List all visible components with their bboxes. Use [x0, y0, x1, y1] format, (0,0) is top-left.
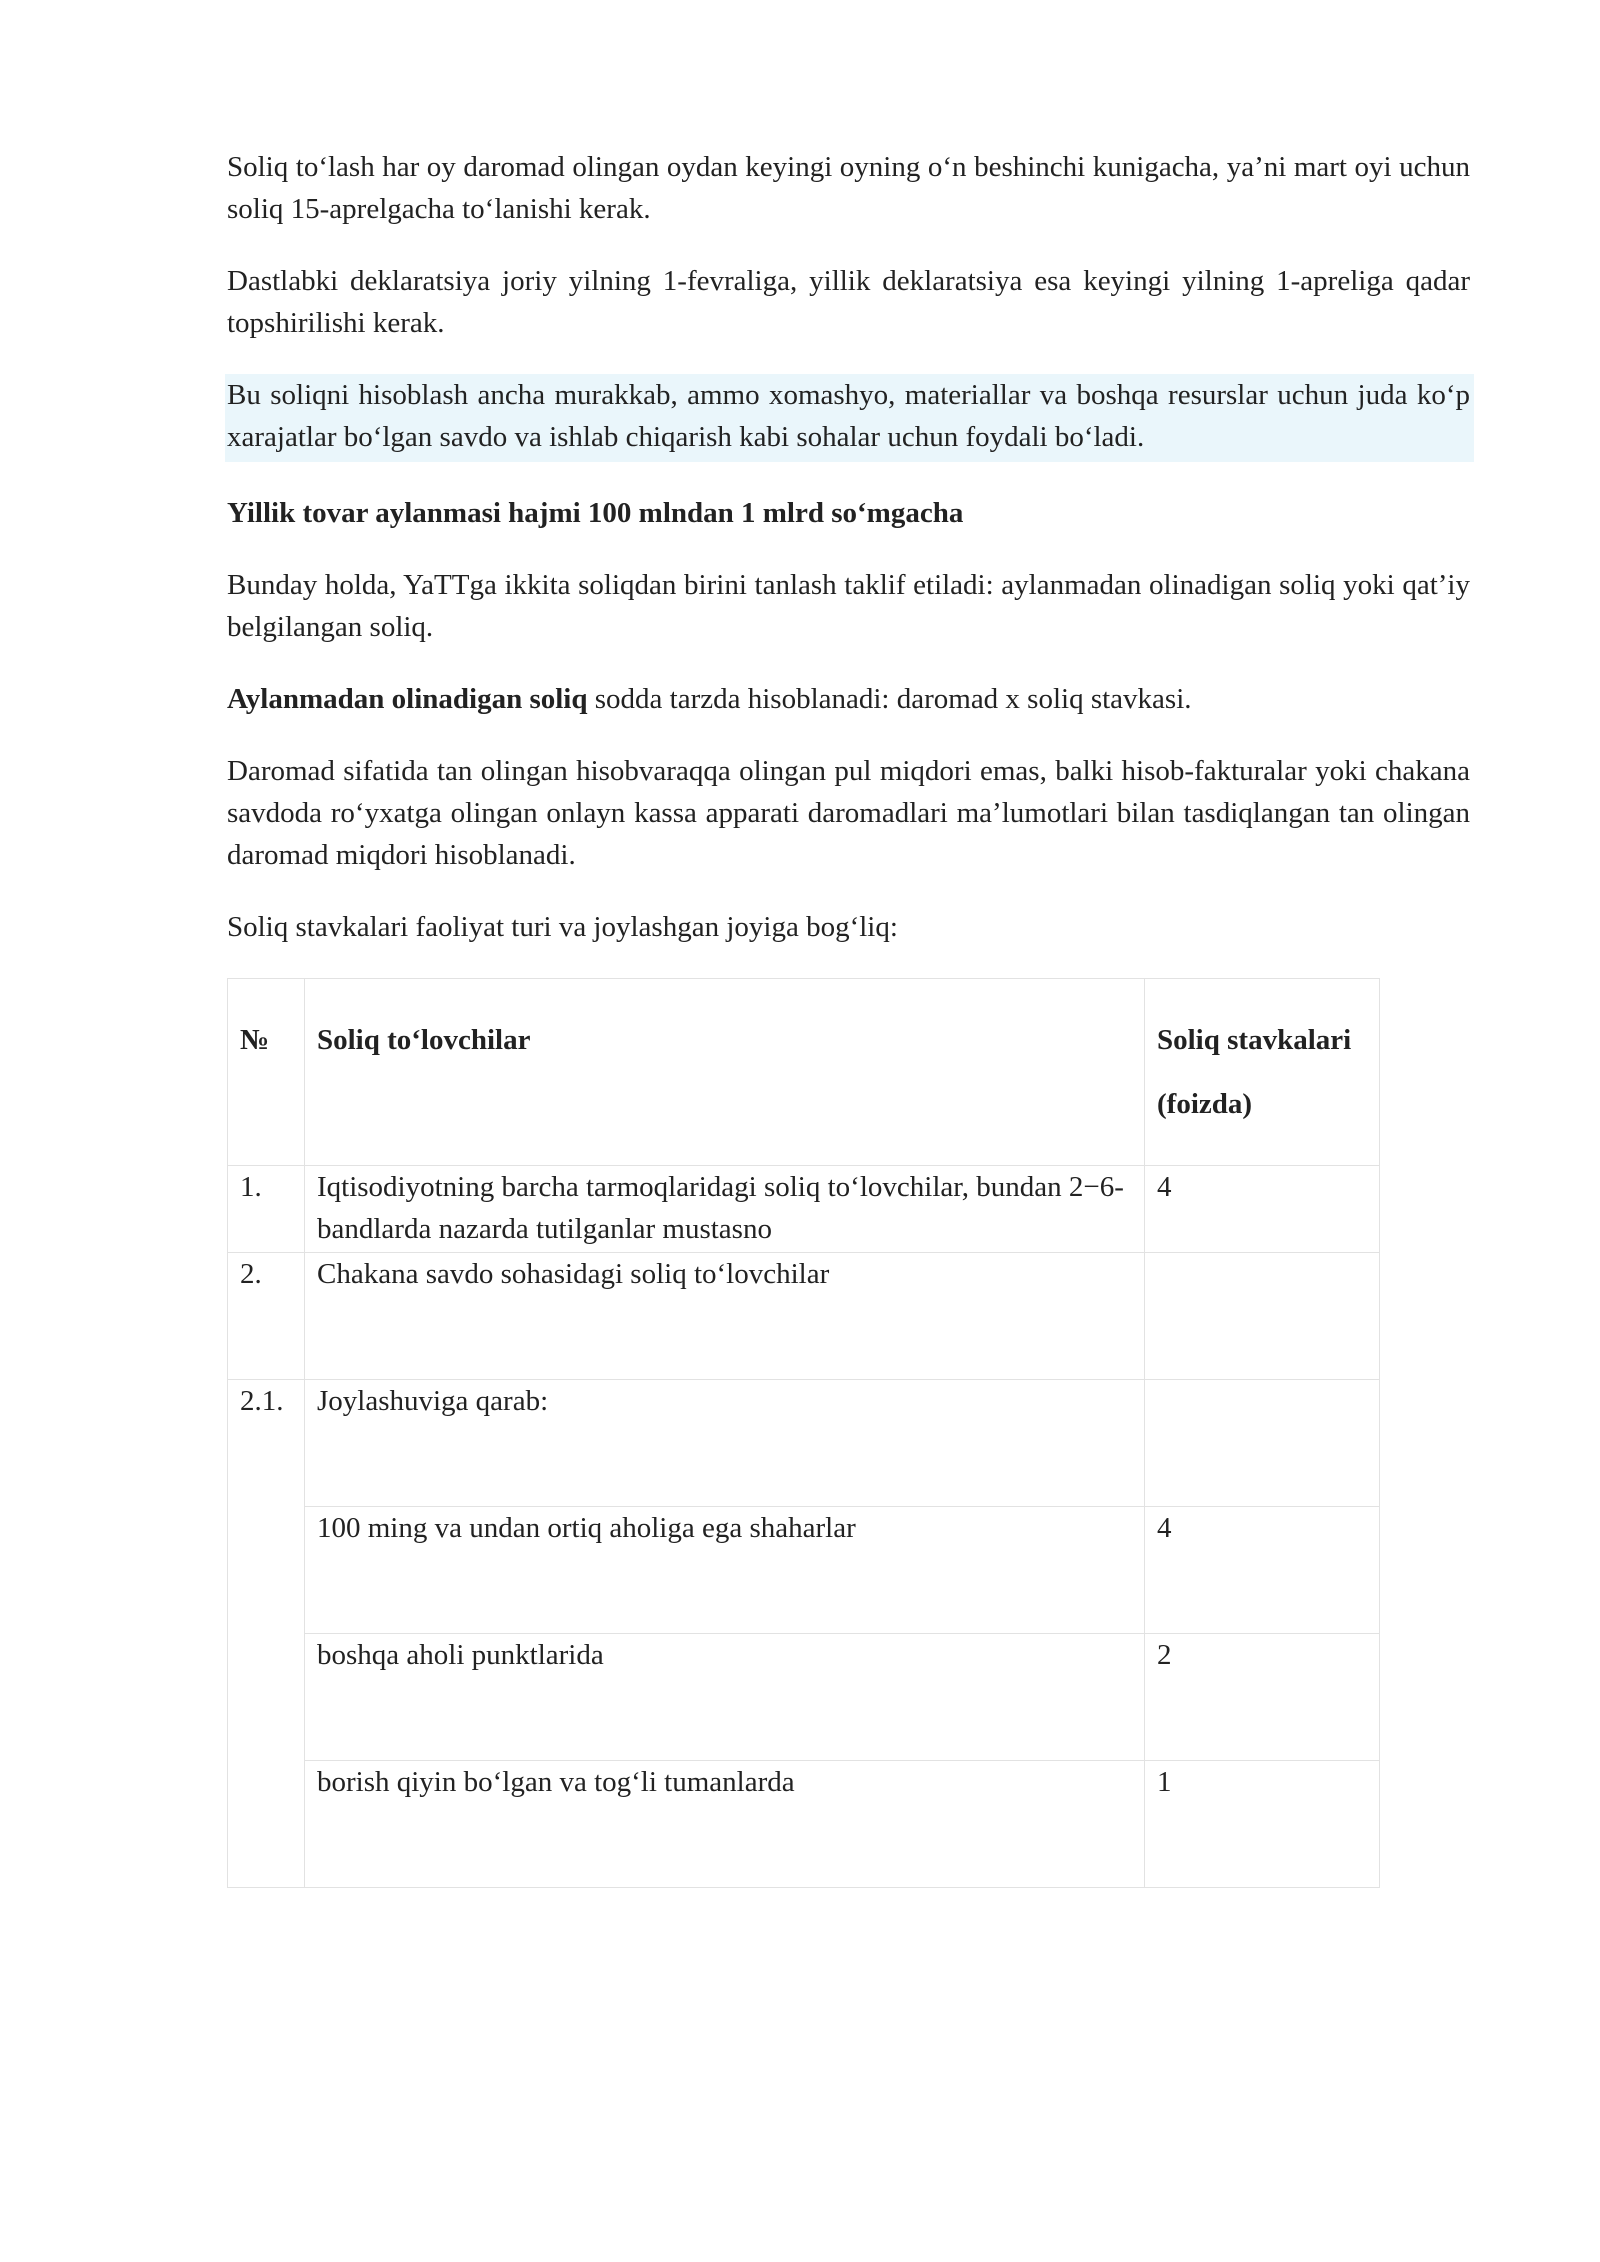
row-payer: Iqtisodiyotning barcha tarmoqlaridagi soliq to‘lovchilar, bundan 2−6-bandlarda nazarda tutilganlar mustasno: [305, 1166, 1145, 1253]
turnover-tax-term: Aylanmadan olinadigan soliq: [227, 683, 588, 715]
paragraph-tax-choice: Bunday holda, YaTTga ikkita soliqdan birini tanlash taklif etiladi: aylanmadan olinadigan soliq yoki qat’iy belgilangan soliq.: [227, 569, 1470, 643]
paragraph-highlighted-benefit: Bu soliqni hisoblash ancha murakkab, ammo xomashyo, materiallar va boshqa resurslar uchun juda ko‘p xarajatlar bo‘lgan savdo va ishlab chiqarish kabi sohalar uchun foydali bo‘ladi.: [225, 374, 1474, 462]
row-rate: 4: [1145, 1166, 1380, 1253]
row-payer: 100 ming va undan ortiq aholiga ega shaharlar: [305, 1507, 1145, 1634]
row-number: 2.: [228, 1253, 305, 1380]
table-header-row: [228, 979, 1380, 1166]
row-payer: boshqa aholi punktlarida: [305, 1634, 1145, 1761]
document-body: [227, 146, 1470, 1888]
header-rates: [1145, 979, 1380, 1166]
row-rate: 2: [1145, 1634, 1380, 1761]
row-payer: borish qiyin bo‘lgan va tog‘li tumanlarda: [305, 1761, 1145, 1888]
row-number: 2.1.: [228, 1380, 305, 1888]
row-rate: [1145, 1380, 1380, 1507]
header-number: №: [228, 979, 305, 1166]
header-rates-title: Soliq stavkalari: [1157, 1024, 1352, 1056]
row-rate: 1: [1145, 1761, 1380, 1888]
row-rate: 4: [1145, 1507, 1380, 1634]
paragraph-rates-intro: Soliq stavkalari faoliyat turi va joylashgan joyiga bog‘liq:: [227, 911, 898, 943]
table-row: [228, 1634, 1380, 1761]
table-row: [228, 1166, 1380, 1253]
table-row: [228, 1761, 1380, 1888]
header-rates-unit: (foizda): [1157, 1088, 1253, 1120]
tax-rates-table: [227, 978, 1380, 1888]
row-payer: Joylashuviga qarab:: [305, 1380, 1145, 1507]
header-payers: Soliq to‘lovchilar: [305, 979, 1145, 1166]
paragraph-turnover-tax-formula: [227, 678, 1470, 720]
paragraph-declaration-deadline: Dastlabki deklaratsiya joriy yilning 1-fevraliga, yillik deklaratsiya esa keyingi yilning 1-apreliga qadar topshirilishi kerak.: [227, 265, 1470, 339]
table-row: [228, 1380, 1380, 1507]
row-number: 1.: [228, 1166, 305, 1253]
table-row: [228, 1253, 1380, 1380]
turnover-tax-formula-text: sodda tarzda hisoblanadi: daromad x soliq stavkasi.: [587, 683, 1192, 715]
row-rate: [1145, 1253, 1380, 1380]
section-heading-turnover: Yillik tovar aylanmasi hajmi 100 mlndan 1 mlrd so‘mgacha: [227, 497, 964, 529]
row-payer: Chakana savdo sohasidagi soliq to‘lovchilar: [305, 1253, 1145, 1380]
paragraph-income-definition: Daromad sifatida tan olingan hisobvaraqqa olingan pul miqdori emas, balki hisob-fakturalar yoki chakana savdoda ro‘yxatga olingan onlayn kassa apparati daromadlari ma’lumotlari bilan tasdiqlangan tan olingan daromad miqdori hisoblanadi.: [227, 755, 1470, 871]
table-row: [228, 1507, 1380, 1634]
paragraph-payment-deadline: Soliq to‘lash har oy daromad olingan oydan keyingi oyning o‘n beshinchi kunigacha, ya’ni mart oyi uchun soliq 15-aprelgacha to‘lanishi kerak.: [227, 151, 1470, 225]
